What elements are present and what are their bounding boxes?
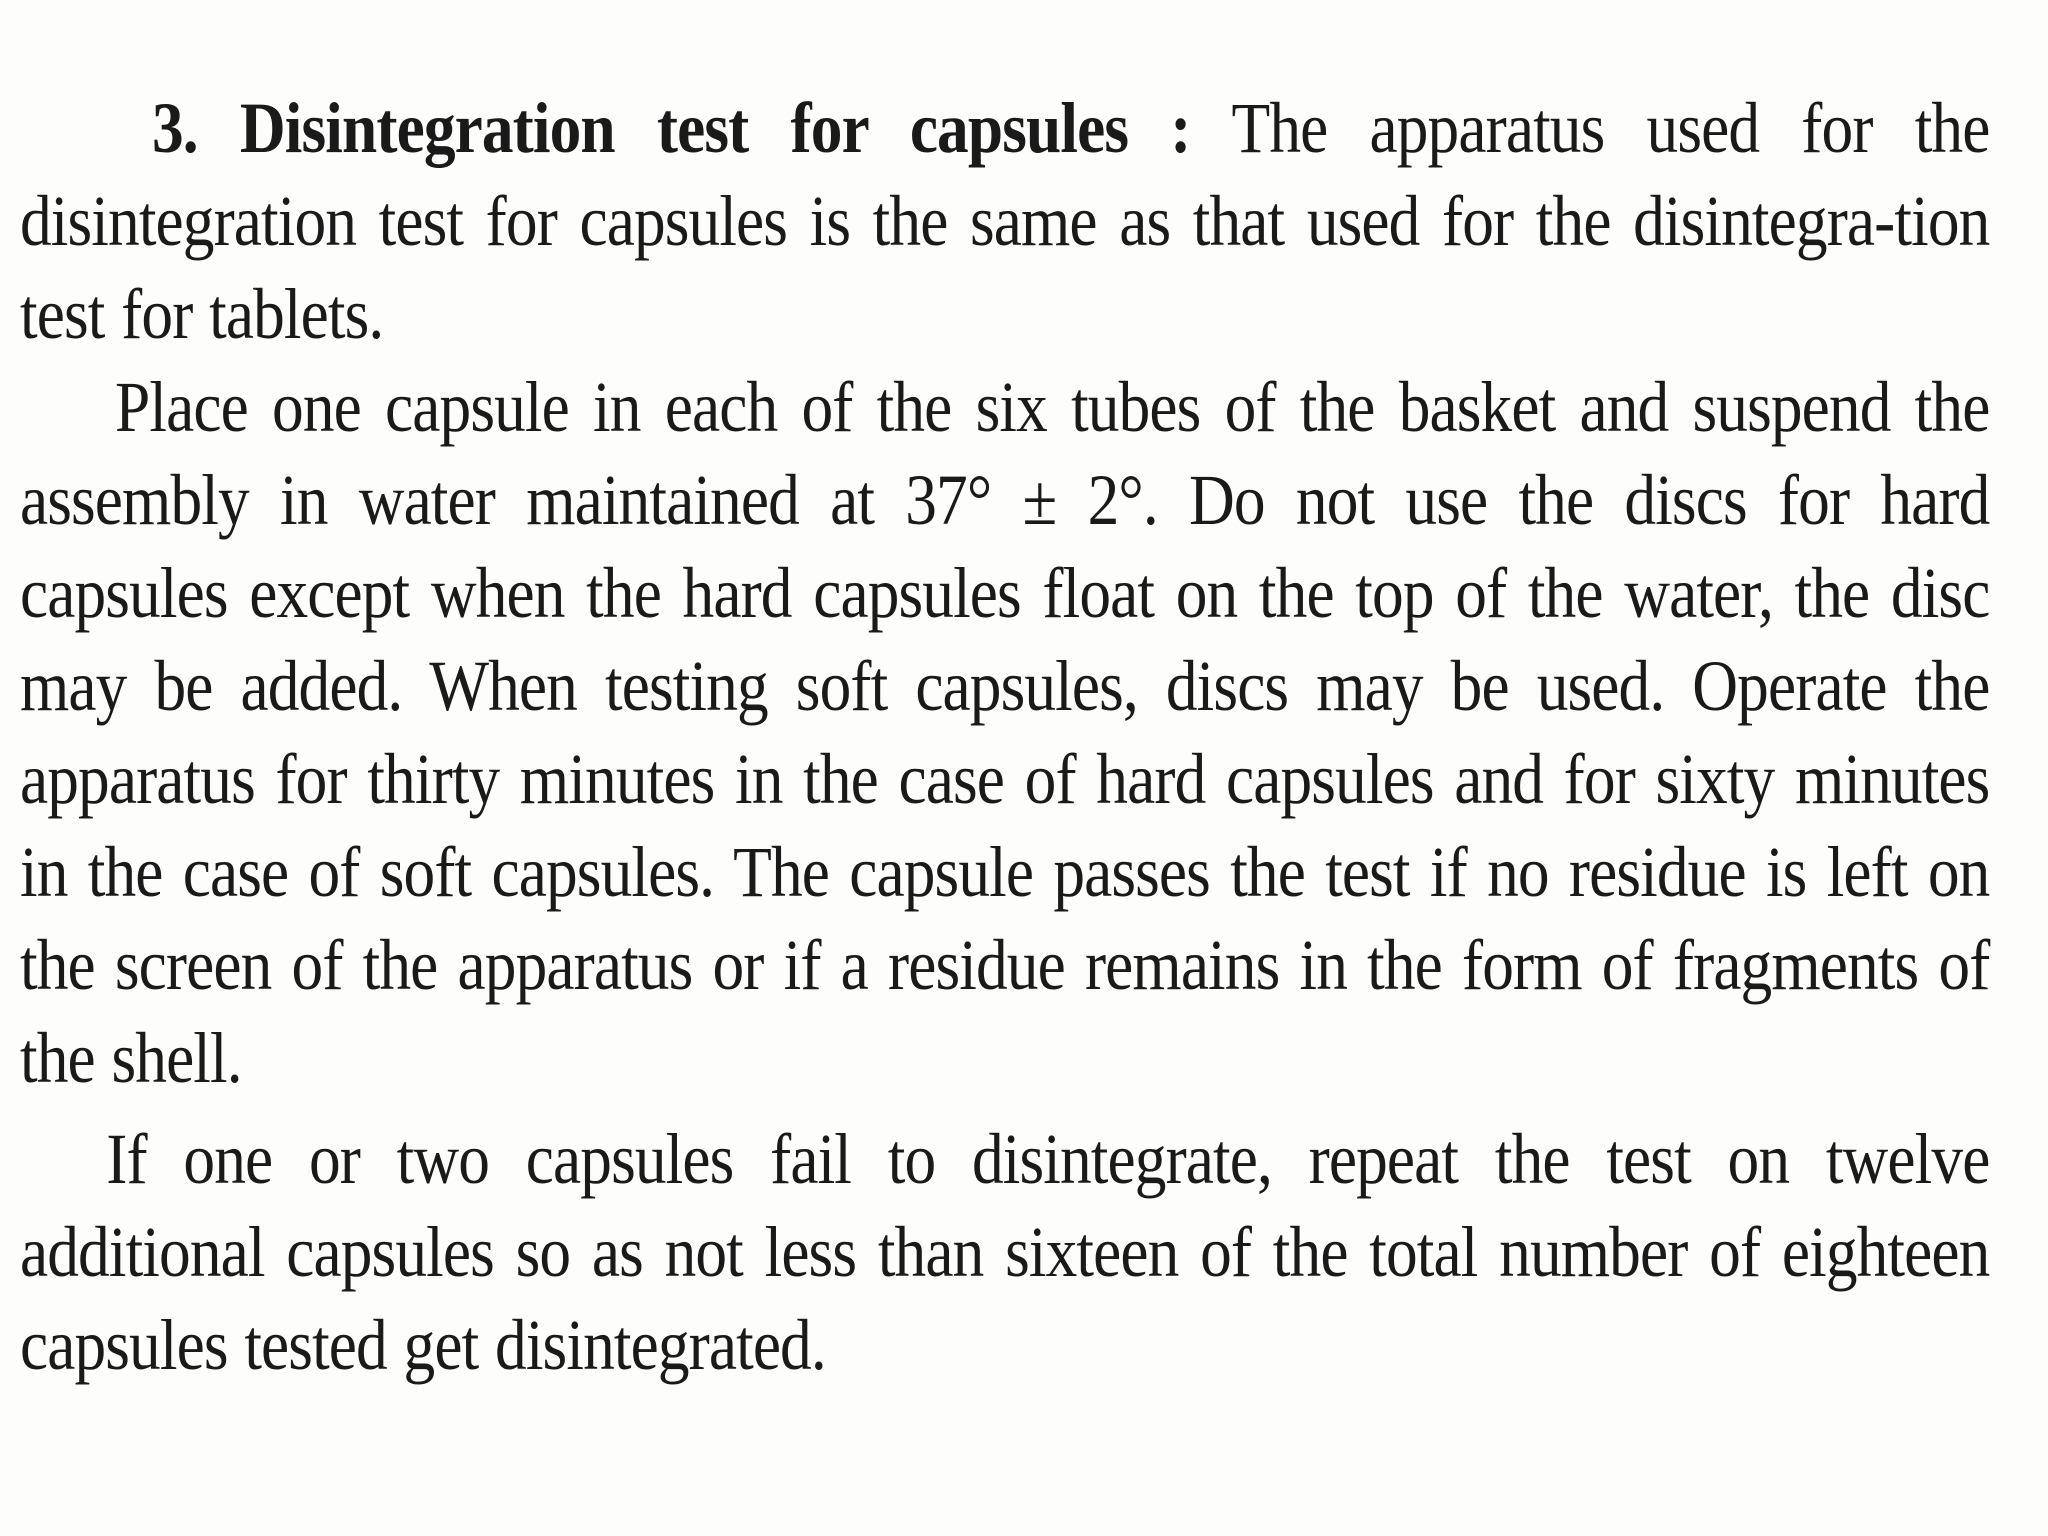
section-intro: The apparatus used for the disintegration test for capsules is the same as that used for the disintegra-tion test for tablets.	[20, 88, 1990, 354]
section-title: Disintegration test for capsules :	[239, 88, 1191, 168]
procedure-paragraph: Place one capsule in each of the six tubes of the basket and suspend the assembly in water maintained at 37° ± 2°. Do not use the discs for hard capsules except when the hard capsules float on the top of the water, the disc may be added. When testing soft capsules, discs may be used. Operate the apparatus for thirty minutes in the case of hard capsules and for sixty minutes in the case of soft capsules. The capsule passes the test if no residue is left on the screen of the apparatus or if a residue remains in the form of fragments of the shell.	[20, 367, 1990, 1098]
retest-paragraph: If one or two capsules fail to disintegrate, repeat the test on twelve additional capsules so as not less than sixteen of the total number of eighteen capsules tested get disintegrated.	[20, 1119, 1990, 1385]
section-paragraph	[20, 82, 1989, 361]
section-number: 3.	[152, 88, 198, 168]
text-block	[20, 82, 1990, 1392]
